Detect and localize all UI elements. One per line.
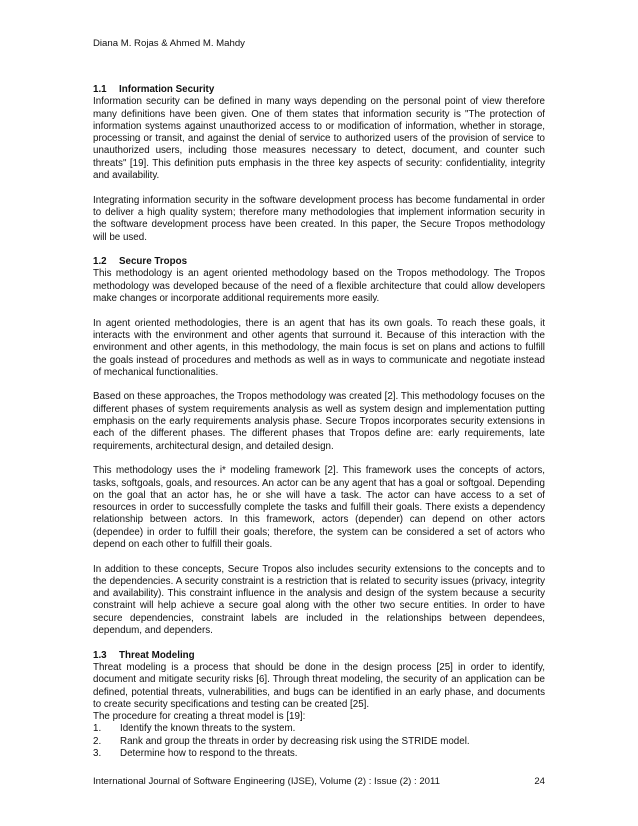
running-footer	[93, 776, 545, 788]
section-heading-threat-modeling	[93, 650, 545, 662]
paragraph: The procedure for creating a threat model is [19]:	[93, 711, 306, 723]
list-item-text: Rank and group the threats in order by decreasing risk using the STRIDE model.	[120, 735, 470, 747]
section-number: 1.1	[93, 84, 107, 95]
list-item	[93, 736, 545, 748]
section-number: 1.2	[93, 256, 107, 268]
numbered-list	[93, 723, 545, 760]
paragraph: In agent oriented methodologies, there is an agent that has its own goals. To reach these goals, it interacts with the environment and other agents that surround it. Because of this interaction with the environment and other agents, in this methodology, the main focus is set on plans and actions to fulfill the goals instead of procedures and methods as well as in ways to communicate and negotiate instead of mechanical functionalities.	[93, 317, 545, 378]
section-heading-secure-tropos	[93, 256, 545, 268]
list-item-text: Determine how to respond to the threats.	[120, 748, 298, 760]
list-item-text: Identify the known threats to the system.	[120, 723, 296, 735]
paragraph: Threat modeling is a process that should be done in the design process [25] in order to identify, document and mitigate security risks [6]. Through threat modeling, the security of an application can be defined, potential threats, vulnerabilities, and bugs can be identified in an early phase, and documents to create security specifications and testing can be created [25].	[93, 661, 545, 710]
paragraph: This methodology uses the i* modeling framework [2]. This framework uses the concepts of actors, tasks, softgoals, goals, and resources. An actor can be any agent that has a goal or softgoal. Depending on the goal that an actor has, he or she will have a task. The actor can have access to a set of resources in order to successfully complete the tasks and fulfill their goals. There exists a dependency relationship between actors. In this framework, actors (depender) can depend on other actors (dependee) in order to fulfill their goals; therefore, the system can be considered a set of actors who depend on each other to fulfill their goals.	[93, 465, 545, 550]
paragraph: Based on these approaches, the Tropos methodology was created [2]. This methodology focuses on the different phases of system requirements analysis as well as system design and implementation putting emphasis on the early requirements analysis phase. Secure Tropos incorporates security extensions in each of the different phases. The different phases that Tropos define are: early requirements, late requirements, architectural design, and detailed design.	[93, 391, 545, 452]
list-marker: 1.	[93, 723, 102, 735]
page-body	[93, 84, 545, 760]
list-item	[93, 748, 545, 760]
paragraph: Integrating information security in the software development process has become fundamental in order to deliver a high quality system; therefore many methodologies that implement information security in the software development process have been created. In this paper, the Secure Tropos methodology will be used.	[93, 194, 545, 243]
running-header: Diana M. Rojas & Ahmed M. Mahdy	[93, 38, 245, 49]
list-item	[93, 723, 545, 735]
paragraph: In addition to these concepts, Secure Tropos also includes security extensions to the concepts and to the dependencies. A security constraint is a restriction that is related to security issues (privacy, integrity and availability). This constraint influence in the analysis and design of the system because a security constraint will help achieve a secure goal along with the other two secure entities. In order to have secure dependencies, constraint labels are included in the relationships between dependees, dependum, and dependers.	[93, 563, 545, 637]
section-title: Threat Modeling	[119, 649, 195, 661]
page-number: 24	[534, 776, 545, 787]
paragraph: This methodology is an agent oriented methodology based on the Tropos methodology. The Tropos methodology was developed because of the need of a flexible architecture that could allow developers make changes or incorporate additional requirements more easily.	[93, 268, 545, 305]
list-marker: 3.	[93, 748, 102, 760]
section-number: 1.3	[93, 649, 107, 661]
list-marker: 2.	[93, 735, 102, 747]
journal-citation: International Journal of Software Engineering (IJSE), Volume (2) : Issue (2) : 2011	[93, 776, 440, 787]
section-heading-information-security	[93, 84, 545, 96]
section-title: Information Security	[119, 84, 215, 95]
paragraph: Information security can be defined in many ways depending on the personal point of view therefore many definitions have been given. One of them states that information security is "The protection of information systems against unauthorized access to or modification of information, whether in storage, processing or transit, and against the denial of service to authorized users of the provision of service to unauthorized users, including those measures necessary to detect, document, and counter such threats" [19]. This definition puts emphasis in the three key aspects of security: confidentiality, integrity and availability.	[93, 96, 545, 182]
section-title: Secure Tropos	[119, 256, 188, 268]
